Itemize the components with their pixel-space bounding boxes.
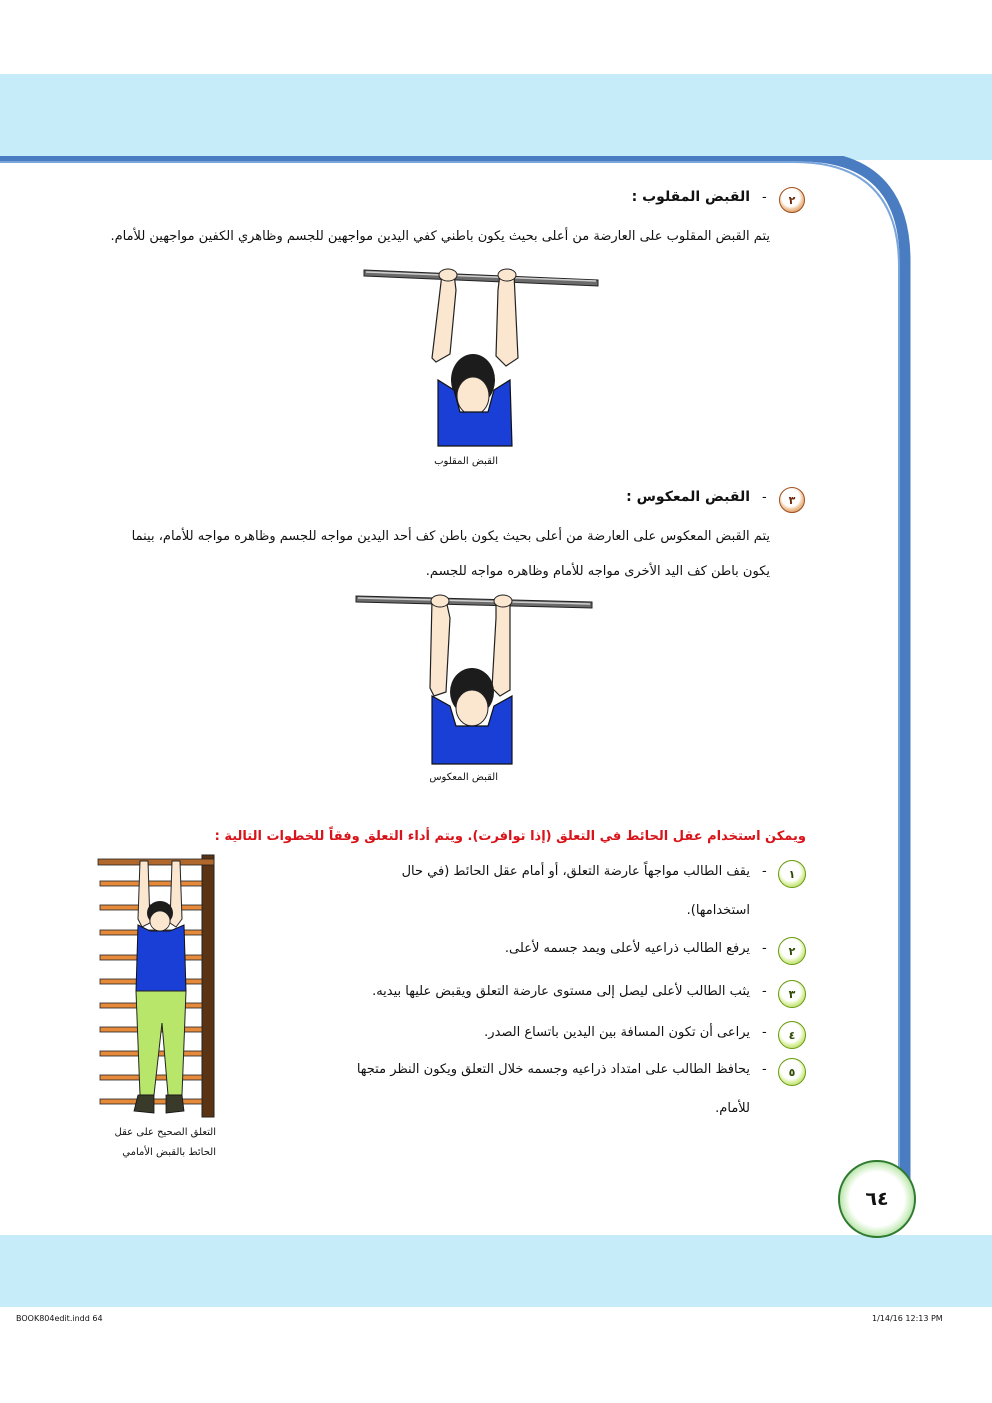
step-3-number: ٣ [788, 987, 796, 1001]
section-2-dash: - [762, 190, 767, 205]
mixed-grip-illustration [352, 588, 597, 768]
step-3-dash: - [762, 984, 767, 999]
wall-bars-caption-line-2: الحائط بالقبض الأمامي [122, 1147, 216, 1158]
step-1-text-line-2: استخدامها). [686, 903, 750, 918]
wall-bars-caption-line-1: التعلق الصحيح على عقل [114, 1127, 216, 1138]
step-5-number: ٥ [788, 1065, 796, 1079]
section-3-title: القبض المعكوس : [626, 489, 750, 505]
step-1-text-line-1: يقف الطالب مواجهاً عارضة التعلق، أو أمام عقل الحائط (في حال [401, 864, 750, 879]
step-1-dash: - [762, 864, 767, 879]
page-number: ٦٤ [865, 1188, 889, 1210]
section-3-number: ٣ [788, 493, 796, 507]
page-number-badge [838, 1160, 916, 1238]
section-3-text-line-2: يكون باطن كف اليد الأخرى مواجه للأمام وظاهره مواجه للجسم. [425, 564, 770, 579]
step-4-badge [778, 1021, 806, 1049]
footer-timestamp: 1/14/16 12:13 PM [872, 1314, 943, 1323]
section-2-badge [779, 187, 805, 213]
step-5-badge [778, 1058, 806, 1086]
section-2-text: يتم القبض المقلوب على العارضة من أعلى بحيث يكون باطني كفي اليدين مواجهين للجسم وظاهري الكفين مواجهين للأمام. [110, 229, 770, 244]
step-2-badge [778, 937, 806, 965]
section-2-title: القبض المقلوب : [631, 189, 750, 205]
step-1-number: ١ [788, 867, 796, 881]
step-4-text: يراعى أن تكون المسافة بين اليدين باتساع الصدر. [484, 1025, 750, 1040]
step-5-text-line-1: يحافظ الطالب على امتداد ذراعيه وجسمه خلال التعلق ويكون النظر متجها [356, 1062, 750, 1077]
step-4-number: ٤ [788, 1028, 796, 1042]
section-2-number: ٢ [788, 193, 796, 207]
step-3-badge [778, 980, 806, 1008]
overhand-grip-illustration [360, 262, 605, 452]
step-1-badge [778, 860, 806, 888]
step-2-dash: - [762, 941, 767, 956]
footer-file-name: BOOK804edit.indd 64 [16, 1314, 103, 1323]
mixed-grip-caption: القبض المعكوس [429, 772, 498, 783]
step-2-text: يرفع الطالب ذراعيه لأعلى ويمد جسمه لأعلى. [504, 941, 750, 956]
section-3-dash: - [762, 490, 767, 505]
overhand-grip-caption: القبض المقلوب [434, 456, 498, 467]
step-4-dash: - [762, 1025, 767, 1040]
top-color-band [0, 74, 992, 160]
step-2-number: ٢ [788, 944, 796, 958]
wall-bars-illustration [96, 853, 222, 1121]
bottom-color-band [0, 1235, 992, 1307]
section-3-text-line-1: يتم القبض المعكوس على العارضة من أعلى بحيث يكون باطن كف أحد اليدين مواجه للجسم وظاهره مواجه للأمام، بينما [131, 529, 770, 544]
wall-bars-intro: ويمكن استخدام عقل الحائط في التعلق (إذا توافرت). ويتم أداء التعلق وفقاً للخطوات التالية : [214, 829, 806, 844]
step-5-text-line-2: للأمام. [715, 1101, 750, 1116]
section-3-badge [779, 487, 805, 513]
step-3-text: يثب الطالب لأعلى ليصل إلى مستوى عارضة التعلق ويقبض عليها بيديه. [372, 984, 750, 999]
step-5-dash: - [762, 1062, 767, 1077]
